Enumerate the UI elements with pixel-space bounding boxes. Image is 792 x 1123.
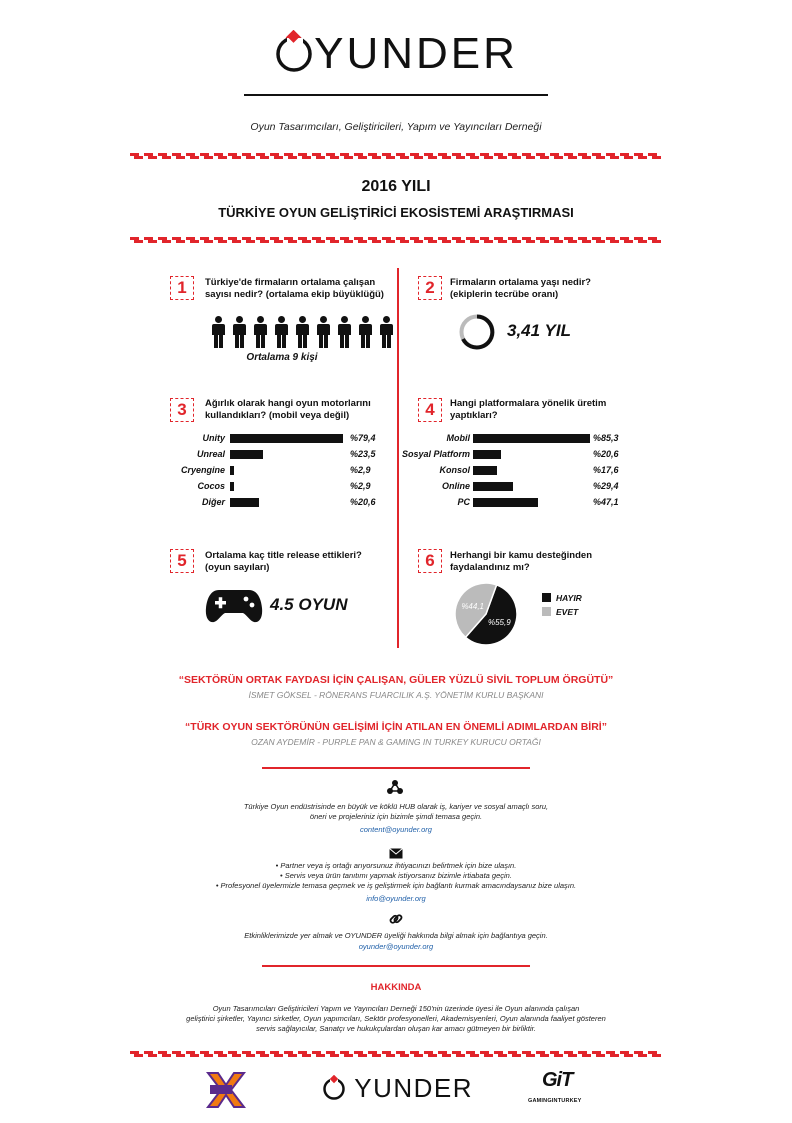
about-text: Oyun Tasarımcıları Geliştiricileri Yapım ve Yayıncıları Derneği 150'nin üzerinde üyesi ile Oyun alanında çalışan geliştirici şirketler, Yayıncı sirketler, Oyun yapımcıları, Sektör profesyonelleri, Akademisyenleri, Oyun alanında faaliyet gösteren servis sağlayıcılar, Sanatçı ve hukukçulardan oluşan kar amacı gütmeyen bir birliktir. bbox=[186, 1004, 606, 1033]
pie-label-evet: %44,1 bbox=[461, 602, 485, 612]
engine-bar-value: %20,6 bbox=[350, 497, 376, 507]
person-icon bbox=[357, 316, 374, 348]
legend-evet-swatch bbox=[542, 607, 551, 616]
series-x-logo bbox=[206, 1071, 246, 1114]
q3-number: 3 bbox=[170, 398, 194, 422]
pie-label-hayir: %55,9 bbox=[487, 617, 511, 627]
q2-value: 3,41 YIL bbox=[507, 321, 571, 340]
stripe-divider-bottom bbox=[130, 1051, 662, 1057]
person-icon bbox=[378, 316, 395, 348]
q1-question: Türkiye'de firmaların ortalama çalışan sayısı nedir? (ortalama ekip büyüklüğü) bbox=[205, 277, 384, 300]
platform-bar-value: %47,1 bbox=[593, 497, 619, 507]
logo-o-mark bbox=[274, 28, 314, 80]
engine-bar-label: Diğer bbox=[201, 497, 225, 507]
platform-bar bbox=[473, 482, 513, 491]
platform-bar-label: Online bbox=[441, 481, 470, 491]
platform-bar-label: Sosyal Platform bbox=[401, 449, 470, 459]
footer-logo-text: YUNDER bbox=[354, 1073, 474, 1103]
year-title: 2016 YILI bbox=[361, 178, 431, 195]
q5-number: 5 bbox=[170, 549, 194, 573]
person-icon bbox=[294, 316, 311, 348]
person-icon bbox=[336, 316, 353, 348]
q4-question: Hangi platformalara yönelik üretim yaptıkları? bbox=[450, 398, 607, 421]
legend-hayir-label: HAYIR bbox=[556, 593, 582, 603]
q6-question: Herhangi bir kamu desteğinden faydalandınız mı? bbox=[450, 550, 592, 573]
engine-bar-label: Unreal bbox=[196, 449, 225, 459]
quote-1: “SEKTÖRÜN ORTAK FAYDASI İÇİN ÇALIŞAN, GÜLER YÜZLÜ SİVİL TOPLUM ÖRGÜTÜ” bbox=[178, 674, 614, 686]
stripe-divider-top bbox=[130, 153, 662, 159]
engine-bar-label: Cocos bbox=[197, 481, 225, 491]
platform-bar-value: %29,4 bbox=[593, 481, 619, 491]
platform-bar-value: %20,6 bbox=[593, 449, 619, 459]
logo-text: YUNDER bbox=[314, 29, 518, 78]
platform-bar-value: %85,3 bbox=[593, 433, 619, 443]
platform-bar-label: PC bbox=[457, 497, 470, 507]
red-divider-2 bbox=[262, 965, 530, 967]
link-icon bbox=[389, 912, 403, 931]
event-email-link[interactable]: oyunder@oyunder.org bbox=[358, 942, 434, 951]
logo-underline bbox=[244, 94, 548, 96]
person-icon bbox=[273, 316, 290, 348]
about-title: HAKKINDA bbox=[370, 982, 422, 993]
q6-number: 6 bbox=[418, 549, 442, 573]
q1-caption: Ortalama 9 kişi bbox=[246, 352, 318, 363]
age-ring-icon bbox=[458, 313, 496, 356]
content-email-link[interactable]: content@oyunder.org bbox=[360, 825, 432, 834]
engine-bar-value: %79,4 bbox=[350, 433, 376, 443]
engine-bar bbox=[230, 450, 263, 459]
event-text: Etkinliklerimizde yer almak ve OYUNDER üyeliği hakkında bilgi almak için bağlantıya geçin. bbox=[244, 931, 548, 940]
engine-bar bbox=[230, 482, 234, 491]
platform-bar-value: %17,6 bbox=[593, 465, 619, 475]
red-divider-1 bbox=[262, 767, 530, 769]
survey-title: TÜRKİYE OYUN GELİŞTİRİCİ EKOSİSTEMİ ARAŞTIRMASI bbox=[218, 205, 574, 220]
quote-1-author: İSMET GÖKSEL - RÖNERANS FUARCILIK A.Ş. YÖNETİM KURLU BAŞKANI bbox=[248, 690, 544, 700]
q5-question: Ortalama kaç title release ettikleri? (oyun sayıları) bbox=[205, 550, 362, 573]
gaming-in-turkey-caption: GAMINGINTURKEY bbox=[528, 1098, 582, 1104]
engine-bar-value: %23,5 bbox=[350, 449, 376, 459]
q1-number: 1 bbox=[170, 276, 194, 300]
legend-hayir-swatch bbox=[542, 593, 551, 602]
person-icon bbox=[315, 316, 332, 348]
q2-number: 2 bbox=[418, 276, 442, 300]
q2-question: Firmaların ortalama yaşı nedir? (ekiplerin tecrübe oranı) bbox=[450, 277, 591, 300]
people-icons bbox=[210, 316, 380, 353]
hub-network-icon bbox=[387, 779, 403, 800]
footer-oyunder-logo bbox=[322, 1071, 473, 1105]
engine-bar bbox=[230, 498, 259, 507]
platform-bar-label: Mobil bbox=[446, 433, 470, 443]
oyunder-logo bbox=[0, 28, 792, 80]
gaming-in-turkey-logo: GiT bbox=[542, 1069, 573, 1091]
legend-evet-label: EVET bbox=[556, 607, 579, 617]
person-icon bbox=[252, 316, 269, 348]
platform-bar-label: Konsol bbox=[439, 465, 470, 475]
info-text: • Partner veya iş ortağı arıyorsunuz ihtiyacınızı belirtmek için bize ulaşın. • Servis veya ürün tanıtımı yapmak istiyorsanız bizimle irtiabata geçin. • Profesyonel üyelermizle temasa geçmek ve iş geliştirmek için bağlantı kurmak amacındaysanız bize ulaşın. bbox=[215, 861, 577, 890]
quote-2: “TÜRK OYUN SEKTÖRÜNÜN GELİŞİMİ İÇİN ATILAN EN ÖNEMLİ ADIMLARDAN BİRİ” bbox=[185, 721, 607, 733]
engine-bar-value: %2,9 bbox=[350, 481, 371, 491]
engine-bar-label: Unity bbox=[202, 433, 225, 443]
engine-bar-label: Cryengine bbox=[180, 465, 225, 475]
q5-value: 4.5 OYUN bbox=[270, 595, 348, 614]
engine-bar-value: %2,9 bbox=[350, 465, 371, 475]
hub-text: Türkiye Oyun endüstrisinde en büyük ve köklü HUB olarak iş, kariyer ve sosyal amaçlı soru, öneri ve projeleriniz için bizimle şimdi temasa geçin. bbox=[243, 802, 549, 821]
engine-bar bbox=[230, 434, 343, 443]
gamepad-icon bbox=[205, 586, 263, 629]
q4-number: 4 bbox=[418, 398, 442, 422]
engine-bar bbox=[230, 466, 234, 475]
stripe-divider-2 bbox=[130, 237, 662, 243]
platform-bar bbox=[473, 498, 538, 507]
quote-2-author: OZAN AYDEMİR - PURPLE PAN & GAMING IN TURKEY KURUCU ORTAĞI bbox=[251, 737, 541, 747]
platform-bar bbox=[473, 450, 501, 459]
person-icon bbox=[210, 316, 227, 348]
subtitle: Oyun Tasarımcıları, Geliştiricileri, Yapım ve Yayıncıları Derneği bbox=[250, 121, 542, 133]
person-icon bbox=[231, 316, 248, 348]
funding-pie-chart bbox=[453, 581, 519, 647]
platform-bar bbox=[473, 434, 590, 443]
footer-logo-o-mark bbox=[322, 1073, 354, 1103]
q3-question: Ağırlık olarak hangi oyun motorlarını kullandıkları? (mobil veya değil) bbox=[205, 398, 371, 421]
info-email-link[interactable]: info@oyunder.org bbox=[366, 894, 426, 903]
platform-bar bbox=[473, 466, 497, 475]
